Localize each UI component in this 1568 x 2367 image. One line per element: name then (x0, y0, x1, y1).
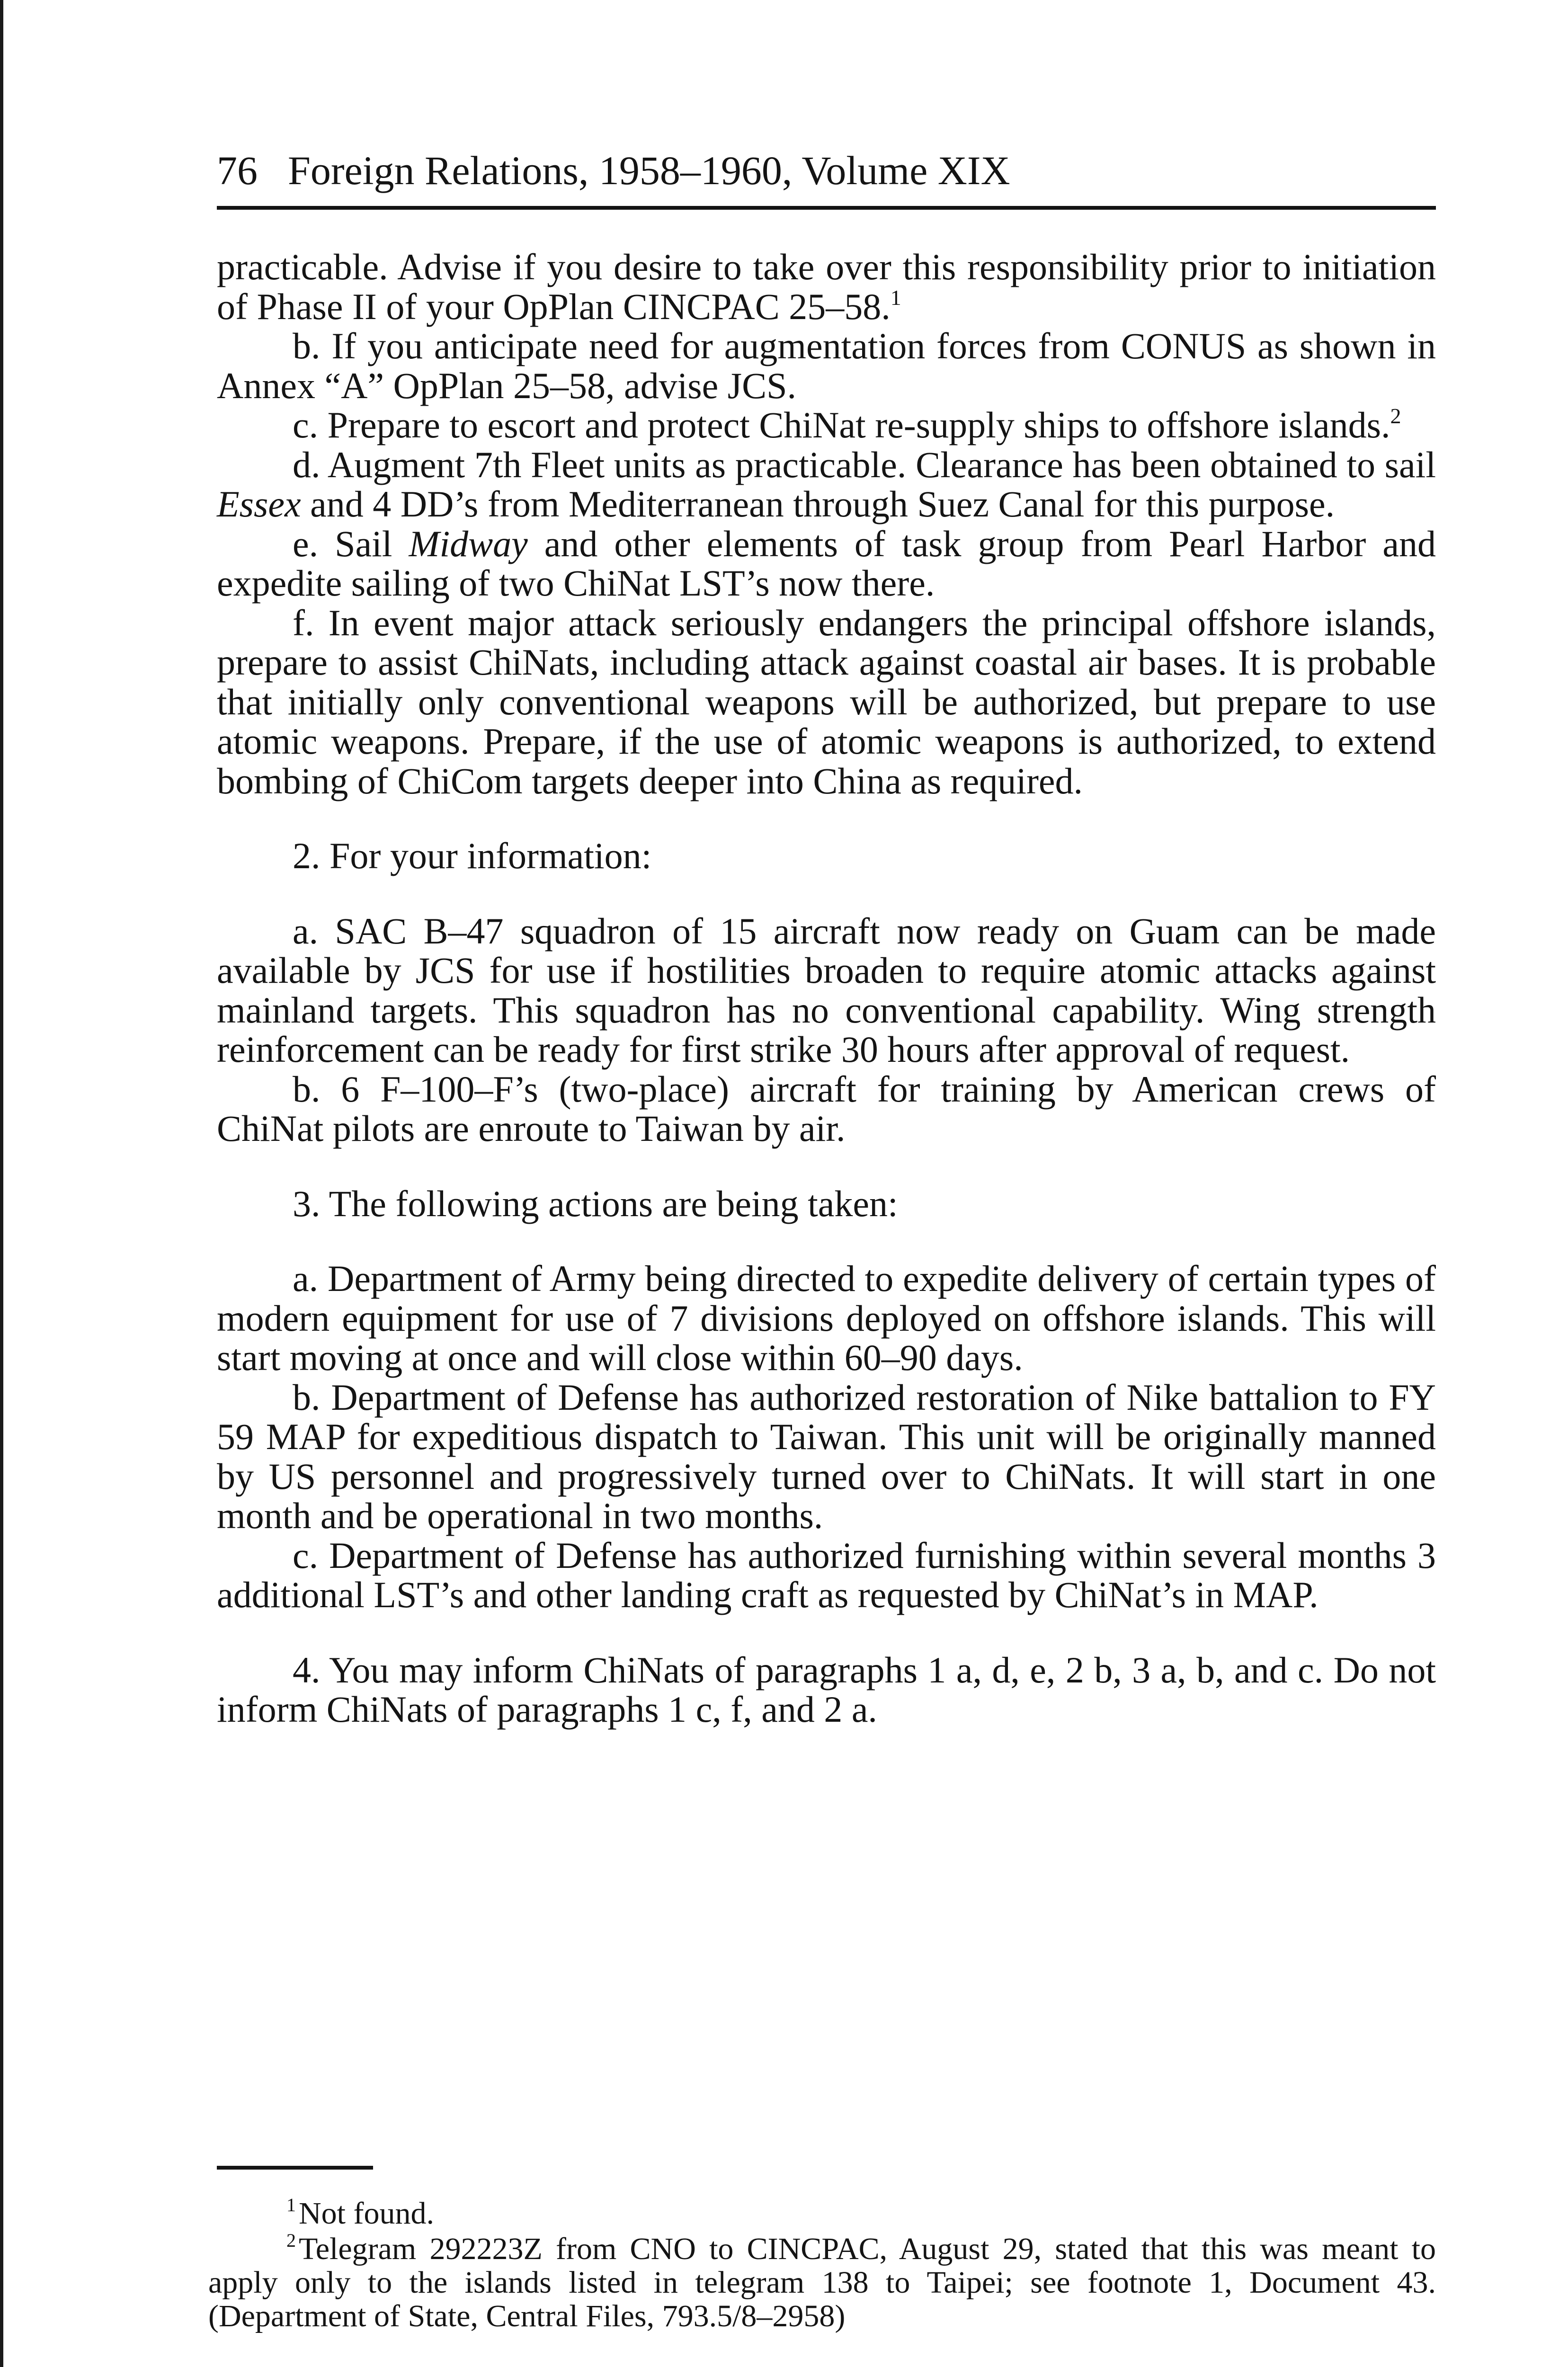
footnote-ref-2[interactable]: 2 (1390, 404, 1401, 428)
body-text (217, 247, 1436, 1729)
paragraph-2: 2. For your information: (293, 835, 652, 876)
paragraph-1f: f. In event major attack seriously endangers the principal offshore islands, prepare to assist ChiNats, including attack against coastal air bases. It is probable that initially only conventional weapons will be authorized, but prepare to use atomic weapons. Prepare, if the use of atomic weapons is authorized, to extend bombing of ChiCom targets deeper into China as required. (217, 602, 1436, 801)
paragraph-continuation: practicable. Advise if you desire to take over this responsibility prior to initiation of Phase II of your OpPlan CINCPAC 25–58.$^1$ (217, 246, 1436, 327)
scan-edge (0, 0, 3, 2367)
paragraph-2b: b. 6 F–100–F’s (two-place) aircraft for training by American crews of ChiNat pilots are enroute to Taiwan by air. (217, 1068, 1436, 1149)
footnote-1: $^1$Not found. (286, 2194, 434, 2231)
volume-title: Foreign Relations, 1958–1960, Volume XIX (288, 148, 1010, 193)
footnote-2: $^2$Telegram 292223Z from CNO to CINCPAC, August 29, stated that this was meant to apply only to the islands listed in telegram 138 to Taipei; see footnote 1, Document 43. (Department of State, Central Files, 793.5/8–2958) (208, 2230, 1436, 2333)
paragraph-3: 3. The following actions are being taken: (293, 1183, 898, 1224)
paragraph-4: 4. You may inform ChiNats of paragraphs 1 a, d, e, 2 b, 3 a, b, and c. Do not inform ChiNats of paragraphs 1 c, f, and 2 a. (217, 1649, 1436, 1730)
page-number: 76 (217, 148, 258, 193)
footnotes (208, 2194, 1436, 2335)
paragraph-1e: e. Sail Midway and other elements of task group from Pearl Harbor and expedite sailing of two ChiNat LST’s now there. (217, 523, 1436, 604)
paragraph-2a: a. SAC B–47 squadron of 15 aircraft now ready on Guam can be made available by JCS for use if hostilities broaden to require atomic attacks against mainland targets. This squadron has no conventional capability. Wing strength reinforcement can be ready for first strike 30 hours after approval of request. (217, 910, 1436, 1070)
footnote-divider (217, 2166, 373, 2170)
running-header (217, 144, 1436, 210)
paragraph-1b: b. If you anticipate need for augmentation forces from CONUS as shown in Annex “A” OpPlan 25–58, advise JCS. (217, 325, 1436, 406)
paragraph-1d: d. Augment 7th Fleet units as practicable. Clearance has been obtained to sail Essex and 4 DD’s from Mediterranean through Suez Canal for this purpose. (217, 444, 1436, 525)
paragraph-1c: c. Prepare to escort and protect ChiNat re-supply ships to offshore islands.$^2$ (293, 404, 1401, 445)
ship-name-essex: Essex (217, 483, 301, 525)
paragraph-3a: a. Department of Army being directed to expedite delivery of certain types of modern equipment for use of 7 divisions deployed on offshore islands. This will start moving at once and will close within 60–90 days. (217, 1258, 1436, 1378)
paragraph-3c: c. Department of Defense has authorized furnishing within several months 3 additional LST’s and other landing craft as requested by ChiNat’s in MAP. (217, 1534, 1436, 1615)
paragraph-3b: b. Department of Defense has authorized restoration of Nike battalion to FY 59 MAP for expeditious dispatch to Taiwan. This unit will be originally manned by US personnel and progressively turned over to ChiNats. It will start in one month and be operational in two months. (217, 1376, 1436, 1536)
ship-name-midway: Midway (409, 523, 528, 564)
footnote-ref-1[interactable]: 1 (890, 285, 901, 310)
